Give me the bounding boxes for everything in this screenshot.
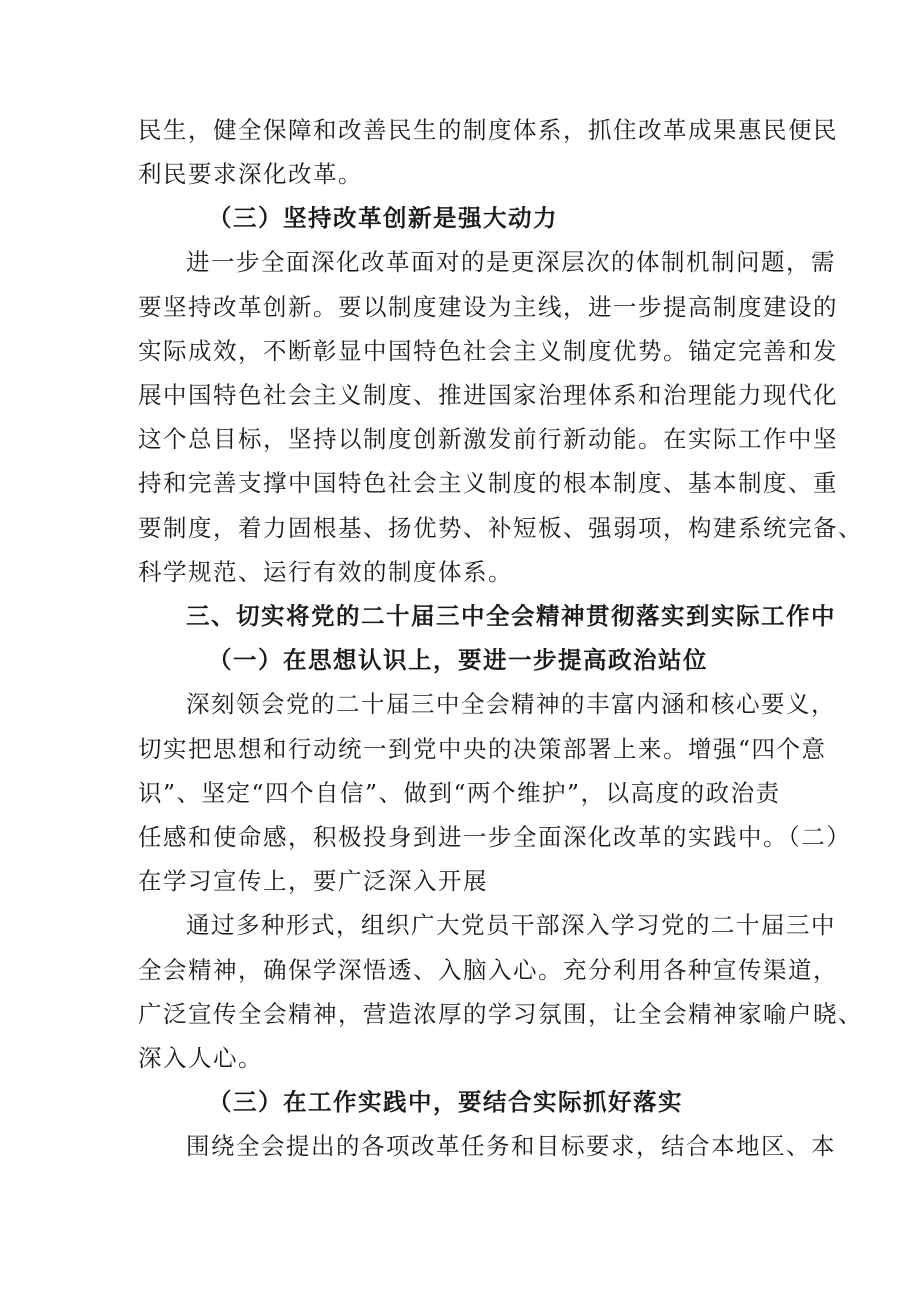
- text-line: 科学规范、运行有效的制度体系。: [138, 558, 513, 586]
- paragraph-first-line: 进一步全面深化改革面对的是更深层次的体制机制问题，需: [186, 248, 836, 276]
- text-line: 切实把思想和行动统一到党中央的决策部署上来。增强“四个意: [138, 735, 827, 763]
- paragraph-first-line: 围绕全会提出的各项改革任务和目标要求，结合本地区、本: [186, 1132, 836, 1160]
- subsection-heading: （一）在思想认识上，要进一步提高政治站位: [208, 646, 708, 674]
- subsection-heading: （三）坚持改革创新是强大动力: [208, 204, 558, 232]
- text-line: 这个总目标，坚持以制度创新激发前行新动能。在实际工作中坚: [138, 425, 838, 453]
- section-heading: 三、切实将党的二十届三中全会精神贯彻落实到实际工作中: [186, 602, 836, 630]
- text-line: 利民要求深化改革。: [138, 160, 363, 188]
- subsection-heading: （三）在工作实践中，要结合实际抓好落实: [208, 1088, 683, 1116]
- text-line: 实际成效，不断彰显中国特色社会主义制度优势。锚定完善和发: [138, 337, 838, 365]
- paragraph-first-line: 通过多种形式，组织广大党员干部深入学习党的二十届三中: [186, 911, 836, 939]
- text-line: 广泛宣传全会精神，营造浓厚的学习氛围，让全会精神家喻户晓、: [138, 1000, 863, 1028]
- text-line: 展中国特色社会主义制度、推进国家治理体系和治理能力现代化: [138, 381, 838, 409]
- text-line: 要坚持改革创新。要以制度建设为主线，进一步提高制度建设的: [138, 293, 838, 321]
- text-line: 要制度，着力固根基、扬优势、补短板、强弱项，构建系统完备、: [138, 514, 863, 542]
- text-line: 识”、坚定“四个自信”、做到“两个维护”，以高度的政治责: [138, 779, 781, 807]
- text-line: 任感和使命感，积极投身到进一步全面深化改革的实践中。（二）: [138, 823, 852, 851]
- text-line: 深入人心。: [138, 1044, 263, 1072]
- text-line: 持和完善支撑中国特色社会主义制度的根本制度、基本制度、重: [138, 469, 838, 497]
- paragraph-first-line: 深刻领会党的二十届三中全会精神的丰富内涵和核心要义，: [186, 690, 836, 718]
- text-line: 在学习宣传上，要广泛深入开展: [138, 867, 488, 895]
- text-line: 民生，健全保障和改善民生的制度体系，抓住改革成果惠民便民: [138, 116, 838, 144]
- text-line: 全会精神，确保学深悟透、入脑入心。充分利用各种宣传渠道，: [138, 956, 838, 984]
